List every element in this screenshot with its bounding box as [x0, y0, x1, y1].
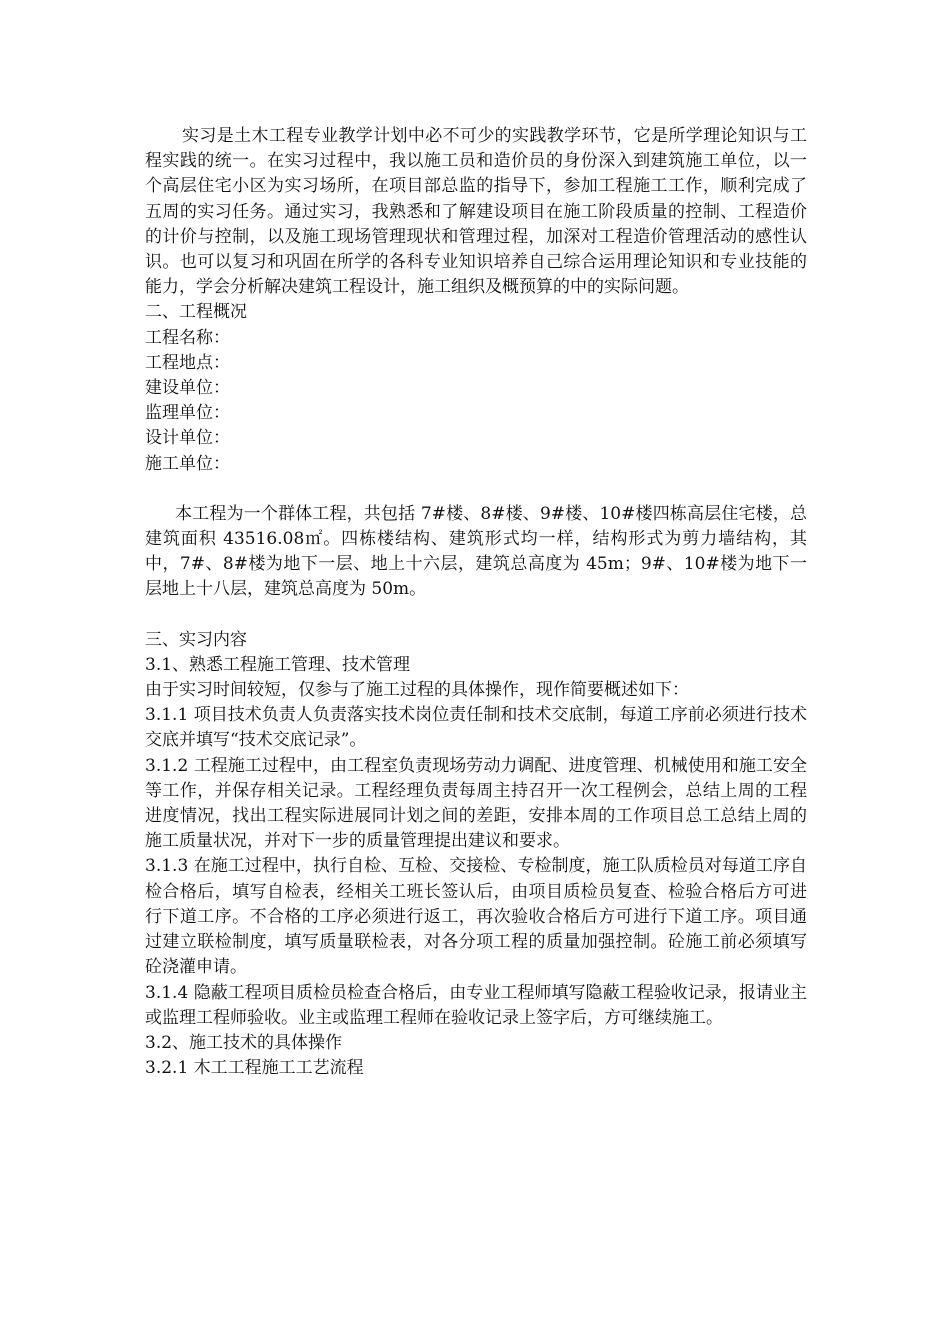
document-page — [145, 124, 807, 1081]
subsection-intro-3-1: 由于实习时间较短，仅参与了施工过程的具体操作，现作简要概述如下： — [145, 680, 689, 701]
section-heading-content: 三、实习内容 — [145, 629, 247, 650]
overview-paragraph: 本工程为一个群体工程，共包括 7#楼、8#楼、9#楼、10#楼四栋高层住宅楼，总建筑面积 43516.08㎡。四栋楼结构、建筑形式均一样，结构形式为剪力墙结构，其中，7#、8#楼为地下一层、地上十六层，建筑总高度为 45m；9#、10#楼为地下一层地上十八层，建筑总高度为 50m。 — [145, 503, 807, 600]
field-supervision-unit: 监理单位： — [145, 403, 230, 424]
field-builder-unit: 施工单位： — [145, 453, 230, 474]
spacer — [145, 477, 807, 502]
field-project-location: 工程地点： — [145, 352, 230, 373]
subsection-heading-3-1: 3.1、熟悉工程施工管理、技术管理 — [145, 654, 411, 675]
section-heading-overview: 二、工程概况 — [145, 302, 247, 323]
field-construction-unit: 建设单位： — [145, 378, 230, 399]
item-3-1-2: 3.1.2 工程施工过程中，由工程室负责现场劳动力调配、进度管理、机械使用和施工安全等工作，并保存相关记录。工程经理负责每周主持召开一次工程例会，总结上周的工程进度情况，找出工程实际进展同计划之间的差距，安排本周的工作项目总工总结上周的施工质量状况，并对下一步的质量管理提出建议和要求。 — [145, 755, 807, 852]
subsection-heading-3-2: 3.2、施工技术的具体操作 — [145, 1032, 343, 1053]
spacer — [145, 603, 807, 628]
item-3-1-3: 3.1.3 在施工过程中，执行自检、互检、交接检、专检制度，施工队质检员对每道工序自检合格后，填写自检表，经相关工班长签认后，由项目质检员复查、检验合格后方可进行下道工序。不合格的工序必须进行返工，再次验收合格后方可进行下道工序。项目通过建立联检制度，填写质量联检表，对各分项工程的质量加强控制。砼施工前必须填写砼浇灌申请。 — [145, 856, 807, 978]
field-project-name: 工程名称： — [145, 327, 230, 348]
item-3-1-1: 3.1.1 项目技术负责人负责落实技术岗位责任制和技术交底制，每道工序前必须进行技术交底并填写“技术交底记录”。 — [145, 705, 807, 751]
item-3-1-4: 3.1.4 隐蔽工程项目质检员检查合格后，由专业工程师填写隐蔽工程验收记录，报请业主或监理工程师验收。业主或监理工程师在验收记录上签字后，方可继续施工。 — [145, 982, 807, 1028]
field-design-unit: 设计单位： — [145, 428, 230, 449]
item-3-2-1: 3.2.1 木工工程施工工艺流程 — [145, 1058, 364, 1079]
intro-paragraph: 实习是土木工程专业教学计划中必不可少的实践教学环节，它是所学理论知识与工程实践的统一。在实习过程中，我以施工员和造价员的身份深入到建筑施工单位，以一个高层住宅小区为实习场所，在项目部总监的指导下，参加工程施工工作，顺利完成了五周的实习任务。通过实习，我熟悉和了解建设项目在施工阶段质量的控制、工程造价的计价与控制，以及施工现场管理现状和管理过程，加深对工程造价管理活动的感性认识。也可以复习和巩固在所学的各科专业知识培养自己综合运用理论知识和专业技能的能力，学会分析解决建筑工程设计，施工组织及概预算的中的实际问题。 — [145, 126, 807, 298]
